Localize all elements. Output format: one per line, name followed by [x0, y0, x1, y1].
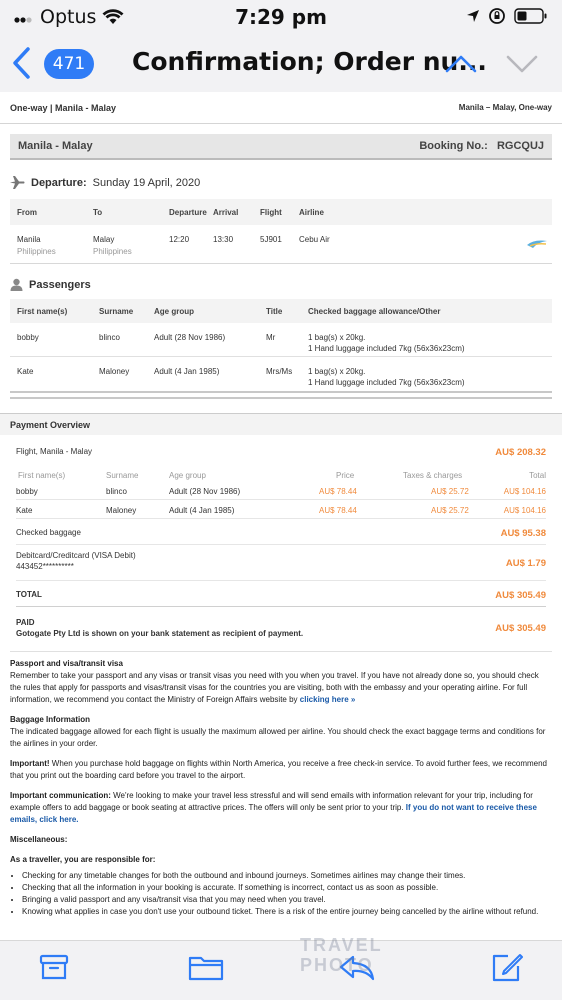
col-first-name: First name(s): [17, 307, 68, 316]
list-item: • Bringing a valid passport and any visa/transit visa that you may need when you travel.: [22, 894, 552, 906]
flight-table-header: [10, 199, 552, 225]
pay-first-name: bobby: [16, 487, 38, 496]
flight-from: Manila: [17, 235, 41, 244]
airline-logo-icon: [526, 237, 548, 249]
pay-col-price: Price: [336, 471, 355, 480]
passport-title: Passport and visa/transit visa: [10, 659, 123, 668]
passenger-row: [10, 323, 552, 357]
miscellaneous-title: Miscellaneous:: [10, 835, 68, 844]
pay-col-age-group: Age group: [169, 471, 206, 480]
departure-label: Departure:: [31, 176, 87, 189]
passenger-surname: Maloney: [99, 367, 130, 376]
watermark: TRAVEL PHOTO: [300, 935, 383, 975]
booking-number-label: Booking No.:: [419, 140, 488, 152]
email-subject: Confirmation; Order nu...: [132, 47, 487, 76]
trip-summary-left: One-way | Manila - Malay: [10, 102, 117, 113]
trip-summary-strip: [0, 92, 562, 124]
payment-overview-title: Payment Overview: [10, 420, 91, 430]
card-fee-label: Debitcard/Creditcard (VISA Debit): [16, 551, 136, 560]
pay-taxes: AU$ 25.72: [431, 487, 469, 496]
travel-information: [0, 652, 562, 918]
responsibilities-list: [10, 870, 552, 918]
pay-col-taxes: Taxes & charges: [403, 471, 463, 480]
paid-amount: AU$ 305.49: [495, 623, 546, 634]
payment-flight-amount: AU$ 208.32: [495, 447, 546, 458]
checked-baggage-label: Checked baggage: [16, 528, 81, 537]
flight-airline: Cebu Air: [299, 235, 330, 244]
baggage-text: The indicated baggage allowed for each flight is usually the maximum allowed per airline. You should check the exact baggage terms and conditions for the airlines in your order.: [10, 727, 546, 748]
col-age-group: Age group: [154, 307, 194, 316]
departure-heading: [0, 176, 562, 189]
carrier-name: Optus: [40, 6, 97, 28]
booking-header: [10, 134, 552, 160]
folder-icon[interactable]: [188, 951, 224, 983]
col-surname: Surname: [99, 307, 134, 316]
passenger-row: [10, 357, 552, 391]
previous-message-chevron-up-icon[interactable]: [444, 52, 478, 74]
total-row: [16, 581, 546, 607]
pay-surname: blinco: [106, 487, 127, 496]
passport-section: [10, 658, 552, 706]
pay-surname: Maloney: [106, 506, 137, 515]
col-arrival: Arrival: [213, 208, 239, 217]
pay-age-group: Adult (4 Jan 1985): [169, 506, 235, 515]
archive-icon[interactable]: [38, 951, 70, 983]
paid-label: PAID: [16, 618, 35, 627]
responsibilities-title: As a traveller, you are responsible for:: [10, 855, 156, 864]
payment-flight-label: Flight, Manila - Malay: [16, 447, 93, 456]
col-to: To: [93, 208, 103, 217]
passengers-heading: [0, 278, 562, 291]
paid-note: Gotogate Pty Ltd is shown on your bank statement as recipient of payment.: [16, 629, 304, 638]
col-title: Title: [266, 307, 283, 316]
pay-col-surname: Surname: [106, 471, 139, 480]
payment-passenger-row: [16, 500, 546, 519]
col-flight: Flight: [260, 208, 282, 217]
card-fee-amount: AU$ 1.79: [505, 558, 546, 569]
communication-section: [10, 790, 552, 826]
payment-passenger-row: [16, 481, 546, 500]
mail-nav-bar: [0, 34, 562, 92]
passenger-hand-luggage: 1 Hand luggage included 7kg (56x36x23cm): [308, 378, 465, 387]
pay-first-name: Kate: [16, 506, 33, 515]
baggage-section: [10, 714, 552, 750]
flight-to: Malay: [93, 235, 115, 244]
passenger-bag-allowance: 1 bag(s) x 20kg.: [308, 333, 366, 342]
passport-info-link[interactable]: clicking here »: [299, 695, 356, 704]
passenger-hand-luggage: 1 Hand luggage included 7kg (56x36x23cm): [308, 344, 465, 353]
col-baggage: Checked baggage allowance/Other: [308, 307, 441, 316]
important-section: [10, 758, 552, 782]
booking-number: RGCQUJ: [496, 140, 544, 152]
passenger-age-group: Adult (4 Jan 1985): [154, 367, 220, 376]
flight-arrival-time: 13:30: [213, 235, 234, 244]
col-from: From: [17, 208, 37, 217]
email-body: [0, 92, 562, 940]
clock: 7:29 pm: [235, 5, 327, 29]
passenger-surname: blinco: [99, 333, 120, 342]
pay-taxes: AU$ 25.72: [431, 506, 469, 515]
flight-number: 5J901: [260, 235, 282, 244]
passport-text: Remember to take your passport and any visas or transit visas you need with you when you travel. If you have not already done so, you should check the rules that apply for passports and visas/transit visas for the countries you are visiting, both with the embassy and your operating airline. For full information, we recommend you contact the Ministry of Foreign Affairs website by: [10, 671, 539, 704]
location-arrow-icon: [466, 9, 480, 23]
communication-label: Important communication:: [10, 791, 111, 800]
list-item: • Checking for any timetable changes for both the outbound and inbound journeys. Sometimes airlines may change their times.: [22, 870, 552, 882]
passenger-first-name: Kate: [17, 367, 34, 376]
payment-flight-row: [16, 435, 546, 465]
route-title: Manila - Malay: [18, 140, 93, 152]
passenger-table-header: [10, 299, 552, 323]
important-text: When you purchase hold baggage on flights within North America, you receive a free check-in service. To avoid further fees, we recommend that you print out the boarding card before you travel to the airport.: [10, 759, 548, 780]
communication-text: We're looking to make your travel less stressful and will send emails with information relevant for your trip, including for example offers to add baggage or book seating at attractive prices. The offers will only be sent prior to your trip.: [10, 791, 533, 812]
checked-baggage-row: [16, 519, 546, 545]
passenger-first-name: bobby: [17, 333, 39, 342]
col-departure: Departure: [169, 208, 207, 217]
flight-from-country: Philippines: [17, 247, 56, 256]
passengers-label: Passengers: [29, 278, 91, 291]
passenger-age-group: Adult (28 Nov 1986): [154, 333, 226, 342]
list-item: • Checking that all the information in your booking is accurate. If something is incorrect, contact us as soon as possible.: [22, 882, 552, 894]
pay-col-total: Total: [529, 471, 546, 480]
col-airline: Airline: [299, 208, 324, 217]
departure-date: Sunday 19 April, 2020: [92, 176, 201, 189]
back-chevron-icon[interactable]: [10, 46, 34, 80]
total-amount: AU$ 305.49: [495, 590, 546, 601]
trip-summary-right: Manila – Malay, One-way: [458, 103, 552, 112]
flight-to-country: Philippines: [93, 247, 132, 256]
payment-overview-header: [0, 413, 562, 435]
pay-price: AU$ 78.44: [319, 506, 357, 515]
important-label: Important!: [10, 759, 50, 768]
pay-total: AU$ 104.16: [503, 487, 546, 496]
mail-toolbar: [0, 940, 562, 1000]
reply-icon[interactable]: [338, 951, 376, 983]
payment-breakdown-header: [16, 465, 546, 481]
unread-count-badge[interactable]: 471: [44, 49, 94, 79]
paid-row: [16, 607, 546, 643]
list-item: • Knowing what applies in case you don't use your outbound ticket. There is a risk of the entire journey being cancelled by the airline without refund.: [22, 906, 552, 918]
next-message-chevron-down-icon[interactable]: [505, 52, 539, 74]
baggage-title: Baggage Information: [10, 715, 91, 724]
booking-number-group: [419, 140, 544, 152]
passenger-bag-allowance: 1 bag(s) x 20kg.: [308, 367, 366, 376]
orientation-lock-icon: [488, 7, 506, 25]
card-number: 443452**********: [16, 562, 74, 571]
pay-total: AU$ 104.16: [503, 506, 546, 515]
checked-baggage-amount: AU$ 95.38: [500, 528, 546, 539]
flight-row: [10, 225, 552, 263]
airplane-icon: [10, 176, 25, 189]
compose-icon[interactable]: [490, 951, 524, 983]
passenger-title: Mr: [266, 333, 276, 342]
status-bar: [0, 0, 562, 34]
passenger-title: Mrs/Ms: [266, 367, 293, 376]
pay-age-group: Adult (28 Nov 1986): [169, 487, 241, 496]
flight-departure-time: 12:20: [169, 235, 190, 244]
unsubscribe-link[interactable]: If you do not want to receive these emails, click here.: [10, 803, 537, 824]
total-label: TOTAL: [16, 590, 42, 599]
pay-col-first-name: First name(s): [18, 471, 66, 480]
pay-price: AU$ 78.44: [319, 487, 357, 496]
person-icon: [10, 278, 23, 291]
battery-icon: [514, 8, 548, 24]
card-fee-row: [16, 545, 546, 581]
